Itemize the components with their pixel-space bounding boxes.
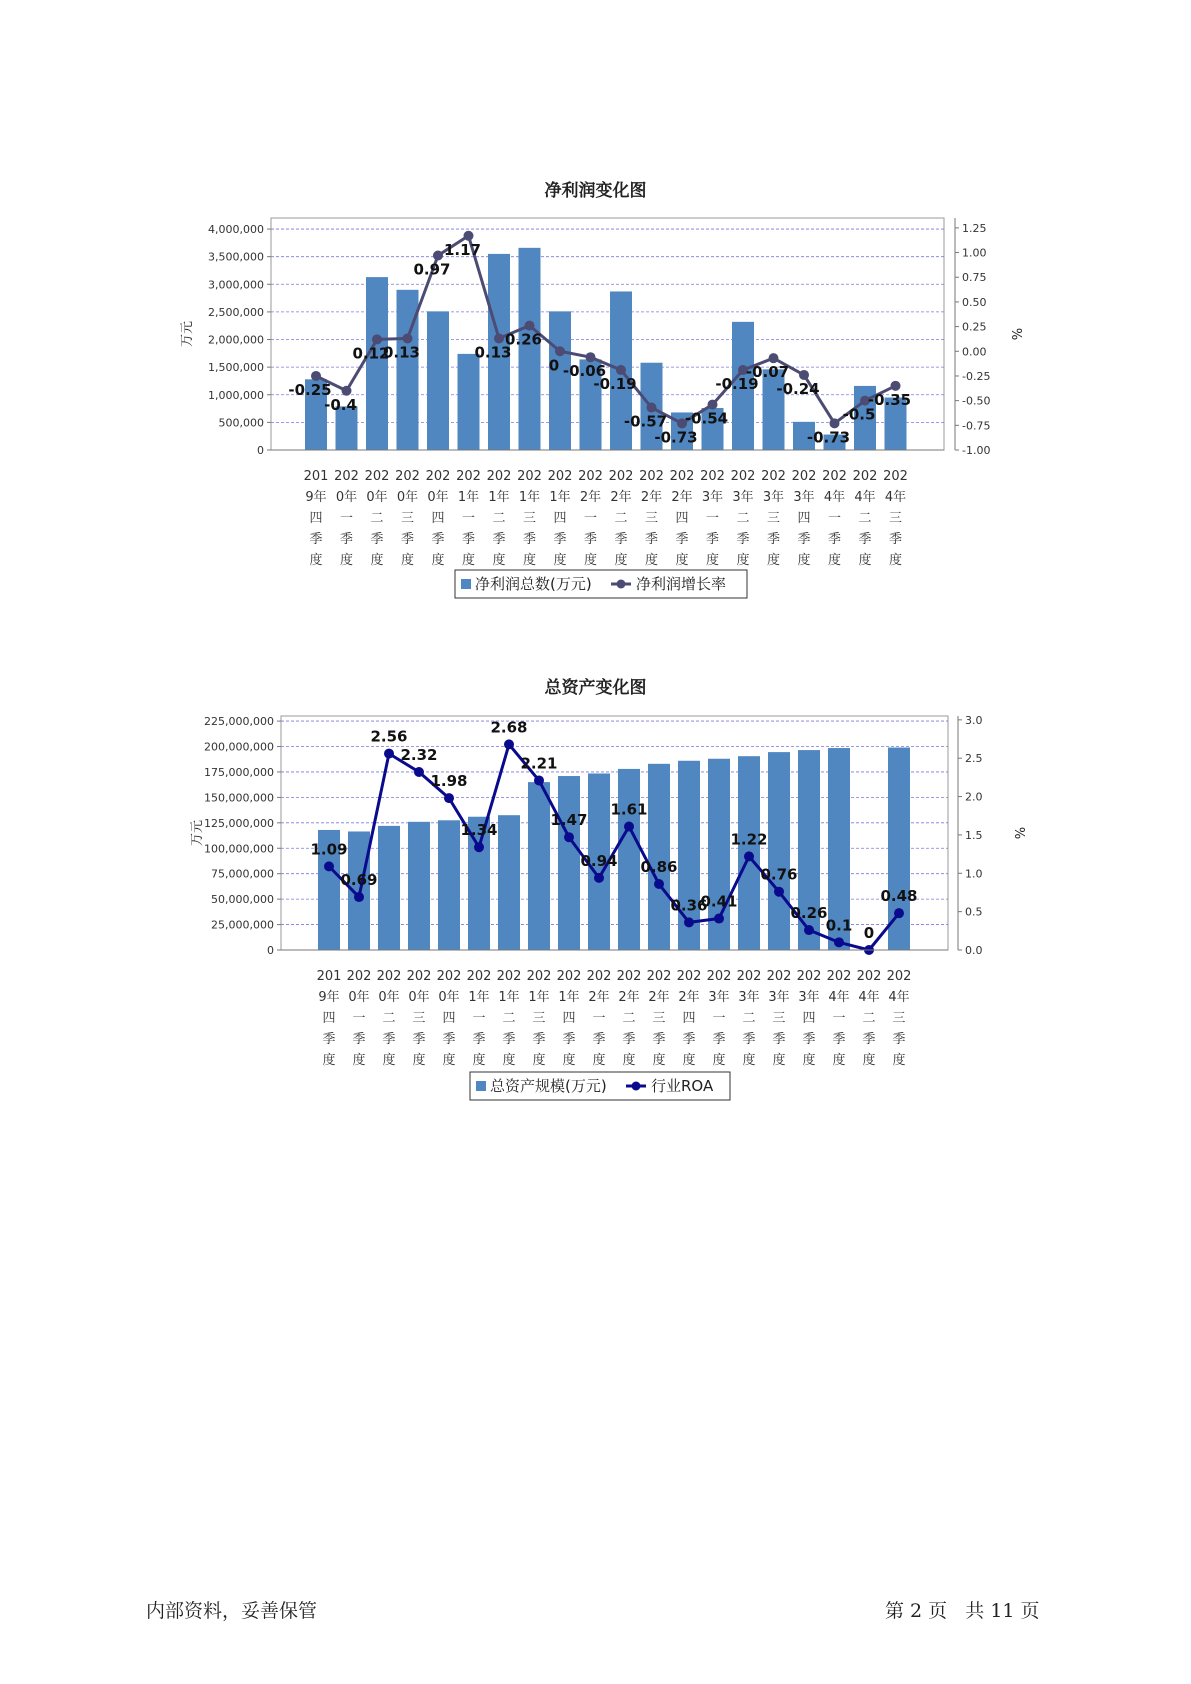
line-point (342, 386, 352, 396)
legend (455, 570, 747, 598)
x-tick-label: 202 0年一季度 (346, 969, 372, 1068)
bar (558, 776, 580, 950)
y2-tick-label: 0.50 (962, 295, 987, 309)
y2-tick-label: 1.00 (962, 246, 987, 260)
x-tick-label: 202 3年一季度 (706, 969, 732, 1068)
y-tick-label: 3,000,000 (208, 278, 264, 292)
line-point (799, 370, 809, 380)
y-tick-label: 4,000,000 (208, 223, 264, 237)
x-tick-label: 202 4年一季度 (826, 969, 852, 1068)
data-label: -0.35 (867, 390, 912, 409)
y2-tick-label: 2.0 (965, 790, 983, 804)
chart-2-title: 总资产变化图 (544, 678, 647, 698)
y2-tick-label: 1.5 (965, 828, 983, 842)
data-label: 1.98 (430, 772, 468, 791)
total-assets-chart (0, 700, 1191, 1160)
data-label: 0 (548, 356, 560, 375)
line-point (311, 371, 321, 381)
line-point (616, 365, 626, 375)
bar (408, 822, 430, 950)
data-label: 0 (863, 924, 875, 942)
x-tick-label: 202 1年四季度 (547, 469, 573, 568)
data-label: 2.68 (490, 718, 528, 737)
y2-tick-label: -0.50 (962, 394, 991, 408)
bar (378, 826, 400, 950)
data-label: 1.34 (460, 821, 498, 840)
x-tick-label: 201 9年四季度 (303, 469, 329, 568)
data-label: -0.5 (842, 405, 876, 424)
data-label: -0.06 (562, 362, 607, 381)
x-tick-label: 202 1年三季度 (517, 469, 542, 568)
data-label: -0.24 (776, 379, 820, 398)
line-point (504, 739, 514, 749)
line-point (708, 400, 718, 410)
legend-line-label: 行业ROA (651, 1077, 714, 1095)
legend (470, 1072, 730, 1100)
line-point (684, 917, 694, 927)
data-label: 1.61 (610, 800, 648, 819)
line-point (324, 861, 334, 871)
data-label: 0.13 (474, 343, 512, 362)
line-point (654, 879, 664, 889)
x-tick-label: 202 1年三季度 (526, 969, 552, 1068)
bar (618, 769, 640, 950)
data-label: 1.22 (730, 830, 768, 849)
y-tick-label: 500,000 (218, 416, 264, 430)
x-tick-label: 202 3年二季度 (730, 469, 756, 568)
legend-line-marker (632, 1082, 641, 1091)
bar (366, 277, 388, 450)
y-tick-label: 25,000,000 (211, 918, 274, 932)
y-tick-label: 50,000,000 (211, 893, 274, 907)
legend-bar-label: 总资产规模(万元) (490, 1077, 607, 1095)
y2-tick-label: -1.00 (962, 444, 991, 457)
data-label: 0.41 (700, 892, 738, 911)
data-label: 0.97 (413, 260, 451, 279)
y-axis-title: 万元 (190, 819, 205, 847)
net-profit-chart (0, 200, 1191, 660)
x-tick-label: 202 2年一季度 (578, 469, 603, 568)
y-tick-label: 100,000,000 (204, 842, 274, 856)
line-point (714, 914, 724, 924)
x-tick-label: 202 4年二季度 (856, 969, 882, 1068)
x-tick-label: 201 9年四季度 (316, 969, 342, 1068)
line-point (769, 353, 779, 363)
data-label: -0.07 (745, 363, 790, 382)
line-point (624, 821, 634, 831)
line-point (354, 892, 364, 902)
line-point (804, 925, 814, 935)
data-label: 0.13 (382, 343, 421, 362)
legend-bar-swatch (461, 579, 471, 589)
bar (498, 815, 520, 950)
x-tick-label: 202 4年三季度 (886, 969, 912, 1068)
y2-tick-label: 3.0 (965, 713, 983, 727)
legend-line-label: 净利润增长率 (636, 575, 727, 593)
bar (528, 782, 550, 950)
x-tick-label: 202 1年二季度 (486, 469, 512, 568)
x-tick-label: 202 1年一季度 (456, 469, 481, 568)
line-point (564, 832, 574, 842)
y-tick-label: 2,500,000 (208, 305, 264, 319)
y-tick-label: 0 (257, 444, 264, 457)
y-tick-label: 150,000,000 (204, 791, 274, 805)
line-point (891, 381, 901, 391)
y2-tick-label: 2.5 (965, 752, 983, 766)
data-label: 0.26 (790, 904, 828, 923)
y-tick-label: 2,000,000 (208, 333, 264, 347)
data-label: 0.94 (580, 851, 618, 870)
bar (768, 752, 790, 950)
data-label: -0.54 (684, 409, 729, 428)
x-tick-label: 202 0年二季度 (364, 469, 390, 568)
line-point (586, 352, 596, 362)
bar (427, 311, 449, 450)
y-tick-label: 1,500,000 (208, 361, 264, 375)
line-point (834, 937, 844, 947)
x-tick-label: 202 2年二季度 (608, 469, 634, 568)
line-point (830, 418, 840, 428)
y-tick-label: 0 (267, 944, 274, 957)
y-tick-label: 75,000,000 (211, 867, 274, 881)
line-point (494, 333, 504, 343)
x-tick-label: 202 2年四季度 (669, 469, 695, 568)
line-point (525, 321, 535, 331)
line-point (444, 793, 454, 803)
x-tick-label: 202 3年四季度 (791, 469, 817, 568)
line-point (555, 346, 565, 356)
line-point (594, 873, 604, 883)
x-tick-label: 202 2年四季度 (676, 969, 702, 1068)
data-label: 0.48 (880, 887, 918, 906)
x-tick-label: 202 0年二季度 (376, 969, 402, 1068)
y-axis-title: 万元 (180, 320, 195, 348)
x-tick-label: 202 3年三季度 (761, 469, 786, 568)
y-tick-label: 225,000,000 (204, 715, 274, 729)
chart-1-title: 净利润变化图 (544, 181, 647, 201)
data-label: 1.09 (310, 840, 348, 859)
data-label: 0.36 (670, 896, 708, 915)
y2-tick-label: 0.75 (962, 271, 987, 285)
line-point (433, 251, 443, 261)
x-tick-label: 202 2年二季度 (616, 969, 642, 1068)
x-tick-label: 202 3年三季度 (766, 969, 792, 1068)
line-point (474, 842, 484, 852)
line-point (744, 851, 754, 861)
legend-line-marker (617, 580, 626, 589)
x-tick-label: 202 4年一季度 (822, 469, 847, 568)
footer-page-number: 第 2 页 共 11 页 (885, 1600, 1040, 1622)
y2-axis-title: % (1011, 826, 1026, 840)
data-label: 0.76 (760, 865, 798, 884)
line-point (403, 333, 413, 343)
x-tick-label: 202 0年三季度 (395, 469, 420, 568)
y2-tick-label: 1.25 (962, 221, 987, 235)
x-tick-label: 202 4年三季度 (883, 469, 908, 568)
y2-tick-label: 0.5 (965, 905, 983, 919)
x-tick-label: 202 4年二季度 (852, 469, 878, 568)
x-tick-label: 202 0年三季度 (406, 969, 432, 1068)
data-label: 0.1 (825, 916, 853, 935)
x-tick-label: 202 0年四季度 (425, 469, 451, 568)
y2-axis-title: % (1008, 327, 1023, 341)
x-tick-label: 202 2年三季度 (646, 969, 672, 1068)
data-label: -0.19 (715, 375, 759, 394)
line-point (372, 334, 382, 344)
line-point (894, 908, 904, 918)
y2-tick-label: 0.00 (962, 345, 987, 359)
line-point (384, 749, 394, 759)
y-tick-label: 125,000,000 (204, 816, 274, 830)
footer-confidential-note: 内部资料，妥善保管 (146, 1600, 318, 1622)
line-point (464, 231, 474, 241)
x-tick-label: 202 3年一季度 (700, 469, 725, 568)
x-tick-label: 202 3年二季度 (736, 969, 762, 1068)
y2-tick-label: 0.0 (965, 944, 983, 957)
data-label: 1.17 (443, 240, 482, 259)
data-label: -0.57 (623, 412, 668, 431)
data-label: 1.47 (550, 811, 588, 830)
data-label: 0.69 (340, 871, 378, 890)
y-tick-label: 175,000,000 (204, 765, 274, 779)
bar (519, 248, 541, 450)
data-label: -0.4 (324, 395, 357, 414)
x-tick-label: 202 1年二季度 (496, 969, 522, 1068)
y2-tick-label: -0.75 (962, 419, 991, 433)
bar (438, 820, 460, 950)
data-label: -0.73 (806, 428, 851, 447)
line-point (534, 775, 544, 785)
y-tick-label: 3,500,000 (208, 250, 264, 264)
y-tick-label: 1,000,000 (208, 388, 264, 402)
y2-tick-label: 1.0 (965, 867, 983, 881)
data-label: 0.86 (640, 858, 678, 877)
x-tick-label: 202 2年三季度 (639, 469, 664, 568)
line-point (647, 403, 657, 413)
y2-tick-label: -0.25 (962, 369, 991, 383)
x-tick-label: 202 2年一季度 (586, 969, 612, 1068)
line-point (414, 767, 424, 777)
data-label: 2.32 (400, 746, 438, 765)
x-tick-label: 202 0年四季度 (436, 969, 462, 1068)
legend-bar-label: 净利润总数(万元) (475, 575, 592, 593)
data-label: 2.21 (520, 754, 558, 773)
bar (888, 748, 910, 950)
data-label: -0.19 (593, 375, 637, 394)
x-tick-label: 202 1年四季度 (556, 969, 582, 1068)
bar (648, 764, 670, 950)
x-tick-label: 202 3年四季度 (796, 969, 822, 1068)
data-label: 0.26 (504, 330, 543, 349)
line-point (774, 887, 784, 897)
data-label: -0.25 (288, 380, 332, 399)
data-label: 2.56 (370, 727, 408, 746)
x-tick-label: 202 0年一季度 (334, 469, 359, 568)
bar (549, 311, 571, 450)
x-tick-label: 202 1年一季度 (466, 969, 492, 1068)
bar (458, 354, 480, 450)
data-label: 0.12 (352, 344, 390, 363)
y-tick-label: 200,000,000 (204, 740, 274, 754)
y2-tick-label: 0.25 (962, 320, 987, 334)
legend-bar-swatch (476, 1081, 486, 1091)
data-label: -0.73 (654, 428, 698, 447)
